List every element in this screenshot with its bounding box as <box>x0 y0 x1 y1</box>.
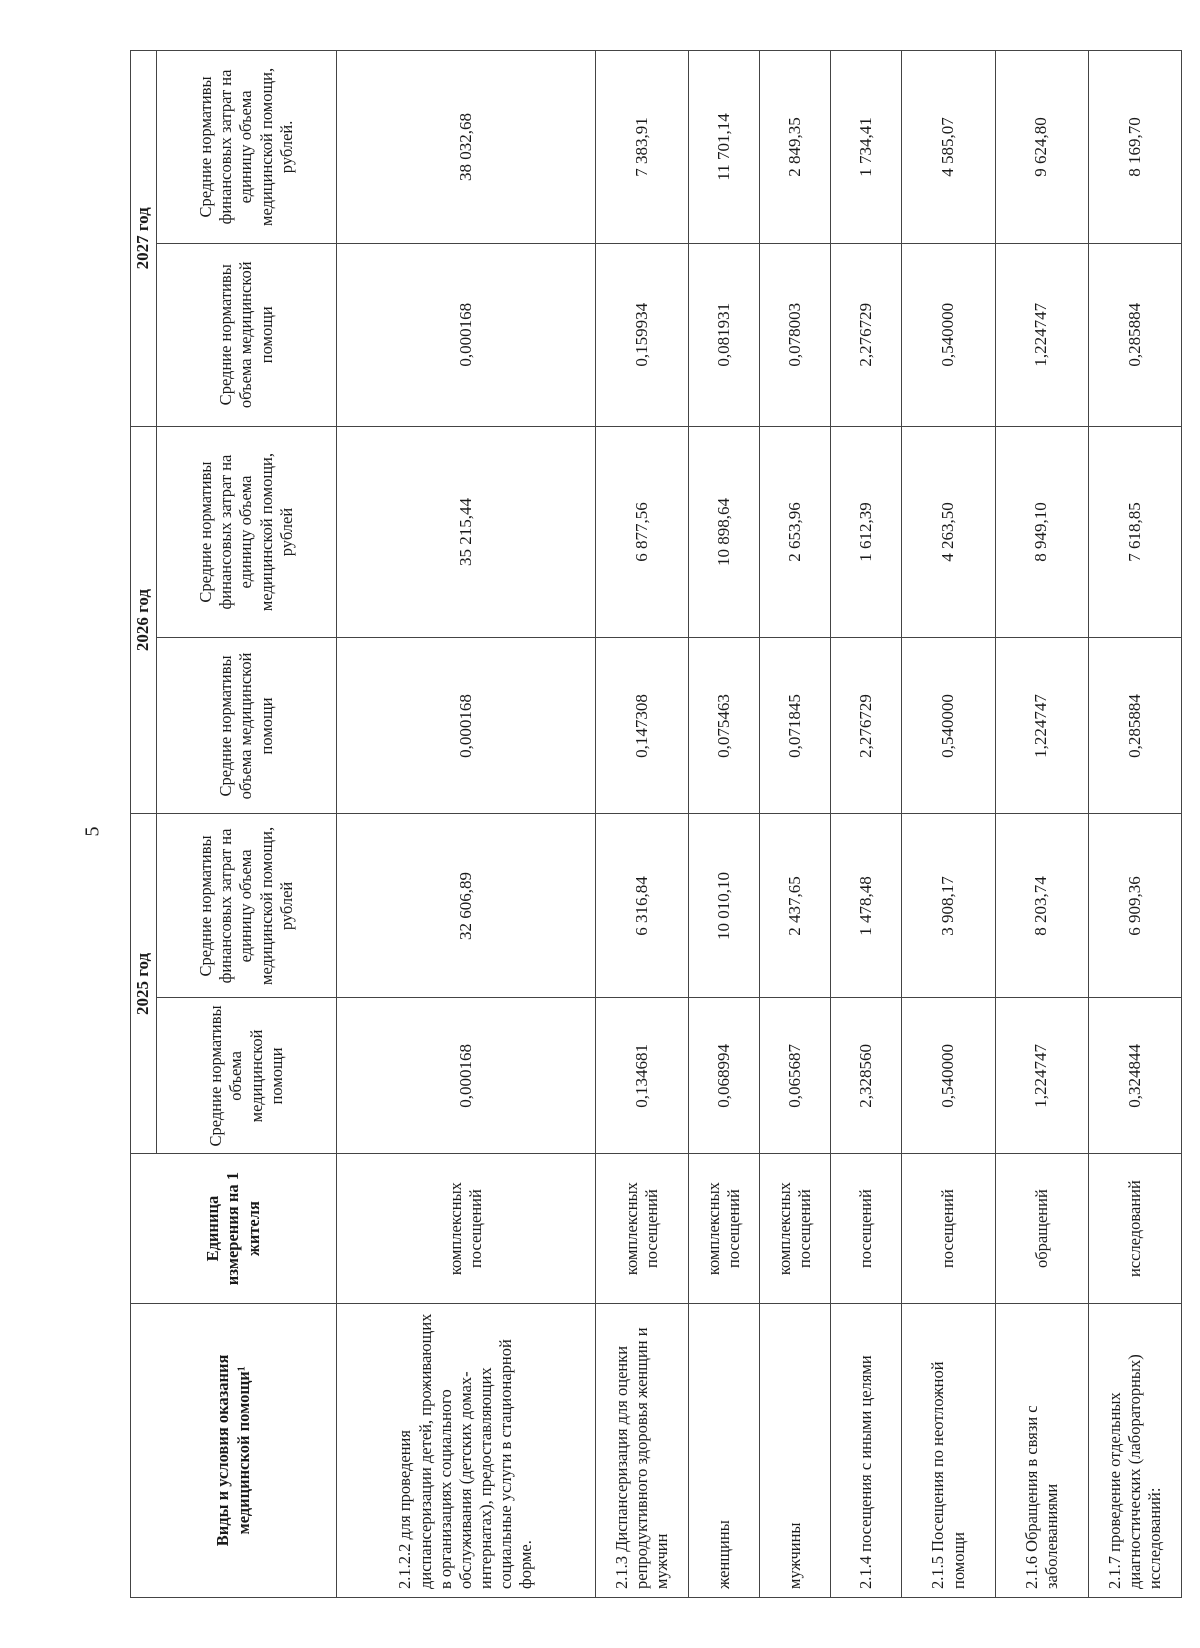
volume-2026-cell: 2,276729 <box>831 638 902 814</box>
cost-2025-cell: 10 010,10 <box>688 814 759 998</box>
type-cell: женщины <box>688 1303 759 1597</box>
header-year-2025: 2025 год <box>131 814 157 1154</box>
table-row <box>337 51 596 1598</box>
volume-2025-cell: 1,224747 <box>995 998 1088 1154</box>
standards-table-container <box>130 50 1182 1598</box>
volume-2025-cell: 0,000168 <box>337 998 596 1154</box>
volume-2025-cell: 0,065687 <box>760 998 831 1154</box>
cost-2026-cell: 7 618,85 <box>1088 426 1181 638</box>
cost-2027-cell: 8 169,70 <box>1088 51 1181 244</box>
cost-2027-cell: 38 032,68 <box>337 51 596 244</box>
cost-2027-cell: 7 383,91 <box>595 51 688 244</box>
cost-2025-cell: 8 203,74 <box>995 814 1088 998</box>
header-cost-2025: Средние нормативы финансовых затрат на единицу объема медицинской помощи, рублей <box>157 814 337 998</box>
cost-2027-cell: 2 849,35 <box>760 51 831 244</box>
table-row <box>995 51 1088 1598</box>
table-row <box>902 51 995 1598</box>
cost-2026-cell: 4 263,50 <box>902 426 995 638</box>
volume-2027-cell: 0,285884 <box>1088 243 1181 426</box>
volume-2025-cell: 0,324844 <box>1088 998 1181 1154</box>
type-cell: 2.1.7 проведение отдельных диагностических (лабораторных) исследований: <box>1088 1303 1181 1597</box>
volume-2027-cell: 2,276729 <box>831 243 902 426</box>
unit-cell: посещений <box>831 1154 902 1303</box>
cost-2026-cell: 10 898,64 <box>688 426 759 638</box>
type-cell: 2.1.5 Посещения по неотложной помощи <box>902 1303 995 1597</box>
page-number: 5 <box>81 826 104 837</box>
volume-2026-cell: 0,071845 <box>760 638 831 814</box>
standards-table <box>130 50 1182 1598</box>
volume-2027-cell: 0,081931 <box>688 243 759 426</box>
cost-2027-cell: 4 585,07 <box>902 51 995 244</box>
type-cell: 2.1.2.2 для проведения диспансеризации детей, проживающих в организациях социального обслуживания (детских домах-интернатах), предоставляющих социальные услуги в стационарной форме. <box>337 1303 596 1597</box>
header-volume-2026: Средние нормативы объема медицинской помощи <box>157 638 337 814</box>
cost-2025-cell: 2 437,65 <box>760 814 831 998</box>
unit-cell: комплексных посещений <box>595 1154 688 1303</box>
volume-2026-cell: 0,285884 <box>1088 638 1181 814</box>
volume-2025-cell: 0,068994 <box>688 998 759 1154</box>
volume-2027-cell: 0,159934 <box>595 243 688 426</box>
unit-cell: посещений <box>902 1154 995 1303</box>
volume-2027-cell: 0,540000 <box>902 243 995 426</box>
unit-cell: комплексных посещений <box>688 1154 759 1303</box>
table-row <box>760 51 831 1598</box>
cost-2027-cell: 1 734,41 <box>831 51 902 244</box>
volume-2025-cell: 2,328560 <box>831 998 902 1154</box>
unit-cell: комплексных посещений <box>337 1154 596 1303</box>
unit-cell: исследований <box>1088 1154 1181 1303</box>
volume-2026-cell: 0,075463 <box>688 638 759 814</box>
header-volume-2025: Средние нормативы объема медицинской помощи <box>157 998 337 1154</box>
header-type: Виды и условия оказания медицинской помощи¹ <box>131 1303 337 1597</box>
header-year-2027: 2027 год <box>131 51 157 427</box>
header-volume-2027: Средние нормативы объема медицинской помощи <box>157 243 337 426</box>
cost-2027-cell: 11 701,14 <box>688 51 759 244</box>
table-row <box>595 51 688 1598</box>
volume-2026-cell: 0,000168 <box>337 638 596 814</box>
volume-2026-cell: 0,147308 <box>595 638 688 814</box>
volume-2027-cell: 0,078003 <box>760 243 831 426</box>
header-cost-2027: Средние нормативы финансовых затрат на единицу объема медицинской помощи, рублей. <box>157 51 337 244</box>
table-row <box>688 51 759 1598</box>
volume-2027-cell: 1,224747 <box>995 243 1088 426</box>
cost-2026-cell: 1 612,39 <box>831 426 902 638</box>
volume-2025-cell: 0,540000 <box>902 998 995 1154</box>
type-cell: 2.1.3 Диспансеризация для оценки репродуктивного здоровья женщин и мужчин <box>595 1303 688 1597</box>
cost-2026-cell: 6 877,56 <box>595 426 688 638</box>
type-cell: 2.1.4 посещения с иными целями <box>831 1303 902 1597</box>
type-cell: 2.1.6 Обращения в связи с заболеваниями <box>995 1303 1088 1597</box>
cost-2025-cell: 6 909,36 <box>1088 814 1181 998</box>
table-header <box>131 51 337 1598</box>
table-row <box>1088 51 1181 1598</box>
type-cell: мужчины <box>760 1303 831 1597</box>
cost-2025-cell: 6 316,84 <box>595 814 688 998</box>
table-body <box>337 51 1182 1598</box>
cost-2025-cell: 1 478,48 <box>831 814 902 998</box>
volume-2027-cell: 0,000168 <box>337 243 596 426</box>
unit-cell: комплексных посещений <box>760 1154 831 1303</box>
cost-2027-cell: 9 624,80 <box>995 51 1088 244</box>
unit-cell: обращений <box>995 1154 1088 1303</box>
volume-2026-cell: 1,224747 <box>995 638 1088 814</box>
cost-2026-cell: 35 215,44 <box>337 426 596 638</box>
volume-2025-cell: 0,134681 <box>595 998 688 1154</box>
table-row <box>831 51 902 1598</box>
header-cost-2026: Средние нормативы финансовых затрат на единицу объема медицинской помощи, рублей <box>157 426 337 638</box>
cost-2026-cell: 8 949,10 <box>995 426 1088 638</box>
header-unit: Единица измерения на 1 жителя <box>131 1154 337 1303</box>
cost-2025-cell: 32 606,89 <box>337 814 596 998</box>
cost-2026-cell: 2 653,96 <box>760 426 831 638</box>
volume-2026-cell: 0,540000 <box>902 638 995 814</box>
cost-2025-cell: 3 908,17 <box>902 814 995 998</box>
header-year-2026: 2026 год <box>131 426 157 814</box>
